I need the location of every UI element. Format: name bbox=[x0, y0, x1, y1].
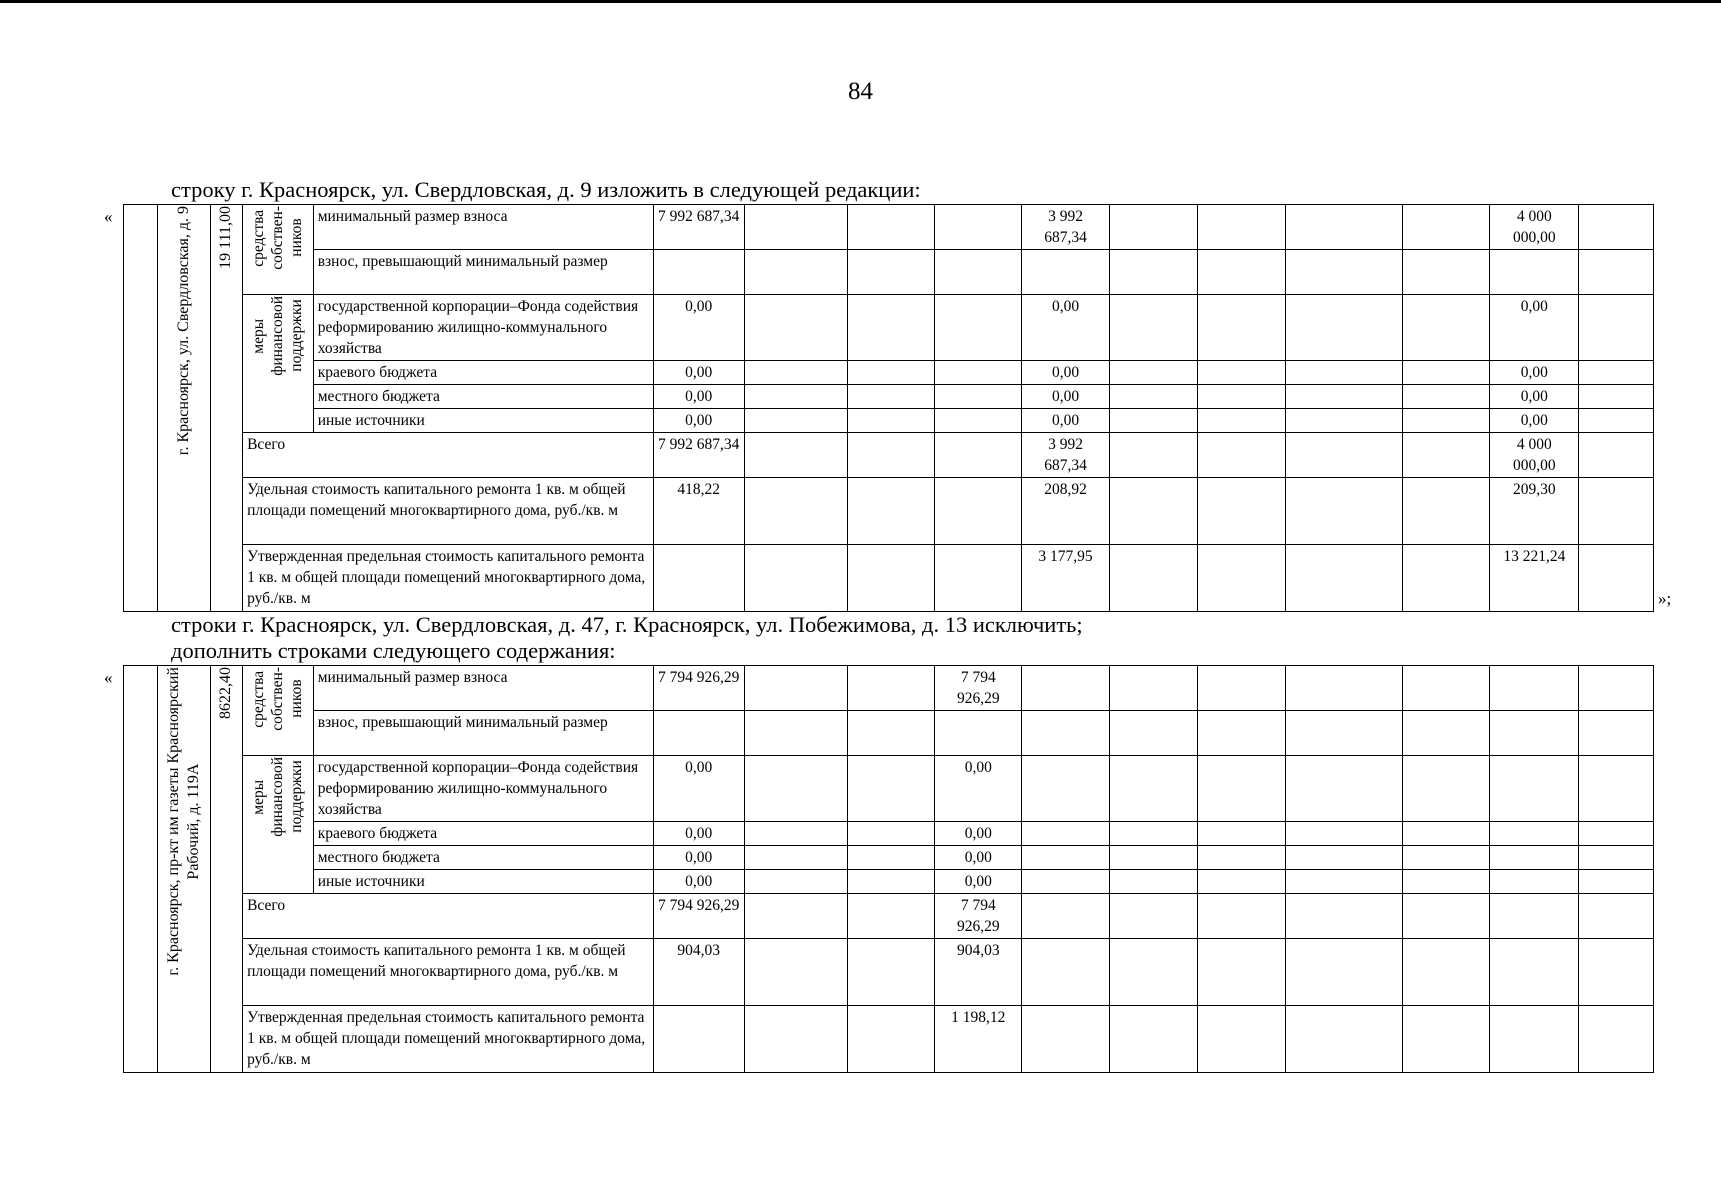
total-value: 7 794 926,29 bbox=[935, 894, 1022, 939]
fund-value: 0,00 bbox=[935, 756, 1022, 822]
regional-value: 0,00 bbox=[653, 361, 744, 385]
page-number: 84 bbox=[848, 78, 873, 105]
area-cell bbox=[210, 666, 242, 1073]
instruction-replace-row: строку г. Красноярск, ул. Свердловская, д. 9 изложить в следующей редакции: bbox=[171, 177, 921, 202]
fund-value: 0,00 bbox=[1022, 295, 1110, 361]
other-value: 0,00 bbox=[1022, 409, 1110, 433]
address-text: г. Красноярск, пр-кт им газеты Красноярский bbox=[165, 667, 183, 976]
address-cell bbox=[158, 205, 210, 612]
unit-cost-value: 208,92 bbox=[1022, 478, 1110, 545]
total-value: 7 794 926,29 bbox=[653, 894, 744, 939]
max-cost-value: 1 198,12 bbox=[935, 1006, 1022, 1073]
local-budget-label: местного бюджета bbox=[313, 385, 653, 409]
quote-open-2: « bbox=[104, 668, 113, 687]
regional-value: 0,00 bbox=[1022, 361, 1110, 385]
total-value: 4 000 000,00 bbox=[1490, 433, 1579, 478]
instruction-exclude-rows: строки г. Красноярск, ул. Свердловская, д. 47, г. Красноярск, ул. Побежимова, д. 13 исключить; bbox=[171, 612, 1083, 637]
fund-label: государственной корпорации–Фонда содействия реформированию жилищно-коммунального хозяйства bbox=[313, 295, 653, 361]
max-cost-value: 13 221,24 bbox=[1490, 545, 1579, 612]
area-cell bbox=[210, 205, 242, 612]
quote-close: »; bbox=[1658, 589, 1672, 608]
area-text: 8622,40 bbox=[217, 667, 235, 719]
local-value: 0,00 bbox=[1490, 385, 1579, 409]
table-sverdlovskaya-9 bbox=[123, 204, 1654, 612]
unit-cost-value: 904,03 bbox=[653, 939, 744, 1006]
other-value: 0,00 bbox=[1490, 409, 1579, 433]
total-value: 7 992 687,34 bbox=[653, 433, 744, 478]
local-budget-label: местного бюджета bbox=[313, 846, 653, 870]
table-krasnoyarsky-rabochiy-119a bbox=[123, 665, 1654, 1073]
total-label: Всего bbox=[243, 433, 654, 478]
min-fee-value: 7 794 926,29 bbox=[935, 666, 1022, 711]
instruction-add-rows: дополнить строками следующего содержания: bbox=[171, 638, 616, 663]
row-spacer-cell bbox=[124, 666, 158, 1073]
address-text: г. Красноярск, ул. Свердловская, д. 9 bbox=[175, 206, 193, 456]
local-value: 0,00 bbox=[935, 846, 1022, 870]
max-cost-label: Утвержденная предельная стоимость капитального ремонта 1 кв. м общей площади помещений многоквартирного дома, руб./кв. м bbox=[243, 1006, 654, 1073]
regional-value: 0,00 bbox=[935, 822, 1022, 846]
support-measures-label: меры финансовой поддержки bbox=[243, 756, 314, 894]
fund-label: государственной корпорации–Фонда содействия реформированию жилищно-коммунального хозяйства bbox=[313, 756, 653, 822]
min-fee-label: минимальный размер взноса bbox=[313, 666, 653, 711]
fund-value: 0,00 bbox=[653, 295, 744, 361]
other-value: 0,00 bbox=[653, 409, 744, 433]
address-cell: г. Красноярск, пр-кт им газеты Красноярский Рабочий, д. 119А bbox=[158, 666, 210, 1073]
over-fee-label: взнос, превышающий минимальный размер bbox=[313, 250, 653, 295]
unit-cost-value: 904,03 bbox=[935, 939, 1022, 1006]
support-measures-label: меры финансовой поддержки bbox=[243, 295, 314, 433]
unit-cost-label: Удельная стоимость капитального ремонта 1 кв. м общей площади помещений многоквартирного дома, руб./кв. м bbox=[243, 939, 654, 1006]
min-fee-value: 4 000 000,00 bbox=[1490, 205, 1579, 250]
top-border-line bbox=[0, 0, 1721, 3]
area-text: 19 111,00 bbox=[217, 206, 235, 269]
other-sources-label: иные источники bbox=[313, 409, 653, 433]
fund-value: 0,00 bbox=[653, 756, 744, 822]
local-value: 0,00 bbox=[653, 846, 744, 870]
local-value: 0,00 bbox=[1022, 385, 1110, 409]
regional-budget-label: краевого бюджета bbox=[313, 822, 653, 846]
unit-cost-label: Удельная стоимость капитального ремонта 1 кв. м общей площади помещений многоквартирного дома, руб./кв. м bbox=[243, 478, 654, 545]
max-cost-value: 3 177,95 bbox=[1022, 545, 1110, 612]
min-fee-label: минимальный размер взноса bbox=[313, 205, 653, 250]
max-cost-label: Утвержденная предельная стоимость капитального ремонта 1 кв. м общей площади помещений многоквартирного дома, руб./кв. м bbox=[243, 545, 654, 612]
min-fee-value: 7 794 926,29 bbox=[653, 666, 744, 711]
total-value: 3 992 687,34 bbox=[1022, 433, 1110, 478]
min-fee-value: 7 992 687,34 bbox=[653, 205, 744, 250]
other-sources-label: иные источники bbox=[313, 870, 653, 894]
local-value: 0,00 bbox=[653, 385, 744, 409]
fund-value: 0,00 bbox=[1490, 295, 1579, 361]
over-fee-label: взнос, превышающий минимальный размер bbox=[313, 711, 653, 756]
other-value: 0,00 bbox=[653, 870, 744, 894]
regional-budget-label: краевого бюджета bbox=[313, 361, 653, 385]
quote-open-1: « bbox=[104, 207, 113, 226]
owners-funds-label: средства собствен- ников bbox=[243, 666, 314, 756]
total-label: Всего bbox=[243, 894, 654, 939]
row-spacer-cell bbox=[124, 205, 158, 612]
unit-cost-value: 418,22 bbox=[653, 478, 744, 545]
regional-value: 0,00 bbox=[653, 822, 744, 846]
unit-cost-value: 209,30 bbox=[1490, 478, 1579, 545]
owners-funds-label: средства собствен- ников bbox=[243, 205, 314, 295]
regional-value: 0,00 bbox=[1490, 361, 1579, 385]
other-value: 0,00 bbox=[935, 870, 1022, 894]
min-fee-value: 3 992 687,34 bbox=[1022, 205, 1110, 250]
